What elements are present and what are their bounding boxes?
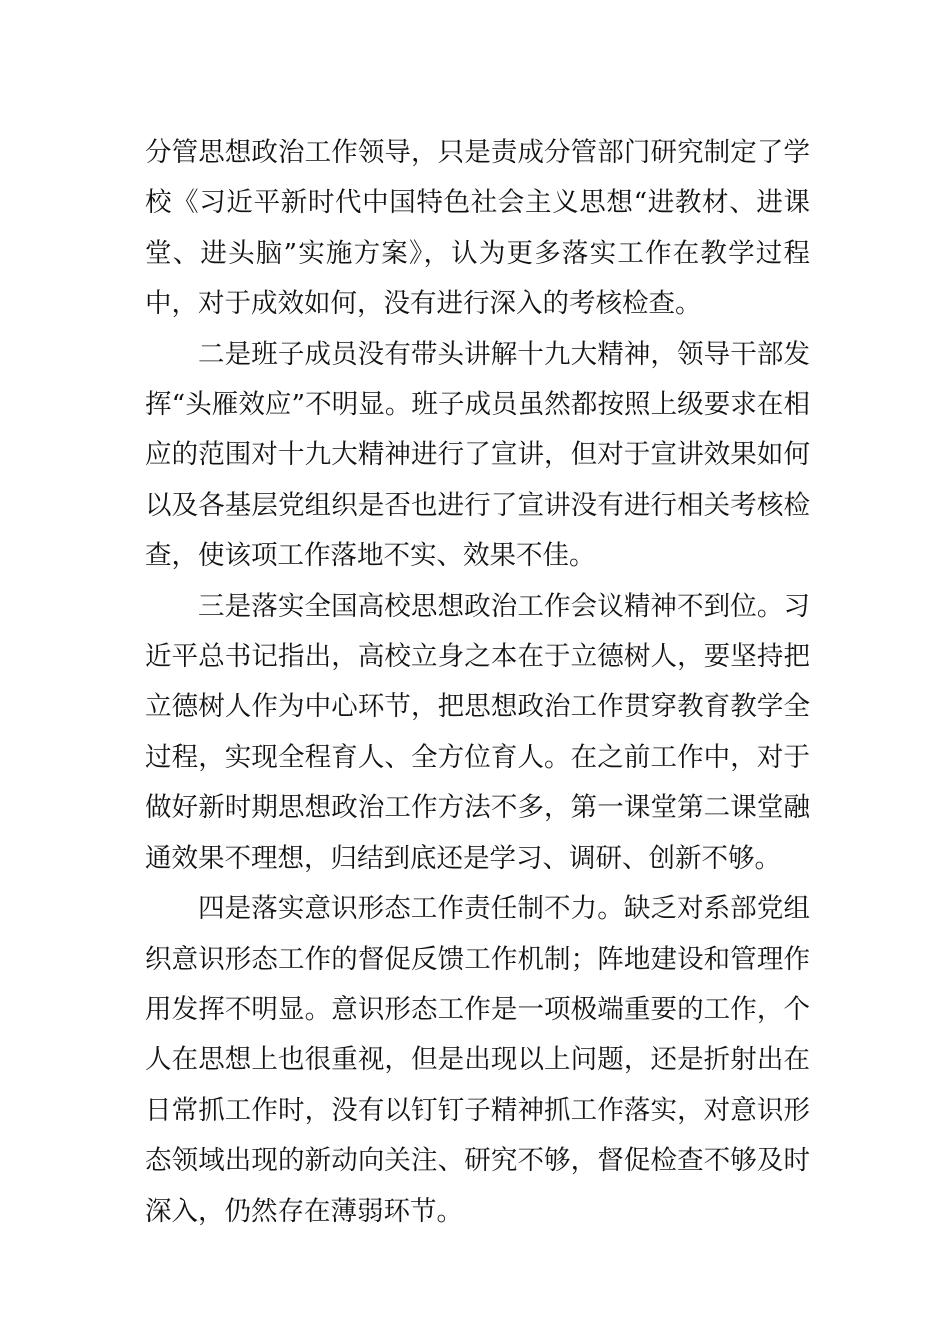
paragraph-point-four: 四是落实意识形态工作责任制不力。缺乏对系部党组织意识形态工作的督促反馈工作机制；阵地建设和管理作用发挥不明显。意识形态工作是一项极端重要的工作，个人在思想上也很重视，但是出现以上问题，还是折射出在日常抓工作时，没有以钉钉子精神抓工作落实，对意识形态领域出现的新动向关注、研究不够，督促检查不够及时深入，仍然存在薄弱环节。 (145, 893, 810, 1227)
paragraph-point-two: 二是班子成员没有带头讲解十九大精神，领导干部发挥“头雁效应”不明显。班子成员虽然都按照上级要求在相应的范围对十九大精神进行了宣讲，但对于宣讲效果如何以及各基层党组织是否也进行了宣讲没有进行相关考核检查，使该项工作落地不实、效果不佳。 (145, 338, 810, 572)
paragraph-continuation: 分管思想政治工作领导，只是责成分管部门研究制定了学校《习近平新时代中国特色社会主义思想“进教材、进课堂、进头脑”实施方案》，认为更多落实工作在教学过程中，对于成效如何，没有进行深入的考核检查。 (145, 137, 810, 320)
paragraph-point-three: 三是落实全国高校思想政治工作会议精神不到位。习近平总书记指出，高校立身之本在于立德树人，要坚持把立德树人作为中心环节，把思想政治工作贯穿教育教学全过程，实现全程育人、全方位育人。在之前工作中，对于做好新时期思想政治工作方法不多，第一课堂第二课堂融通效果不理想，归结到底还是学习、调研、创新不够。 (145, 590, 810, 874)
document-body (145, 128, 810, 1237)
